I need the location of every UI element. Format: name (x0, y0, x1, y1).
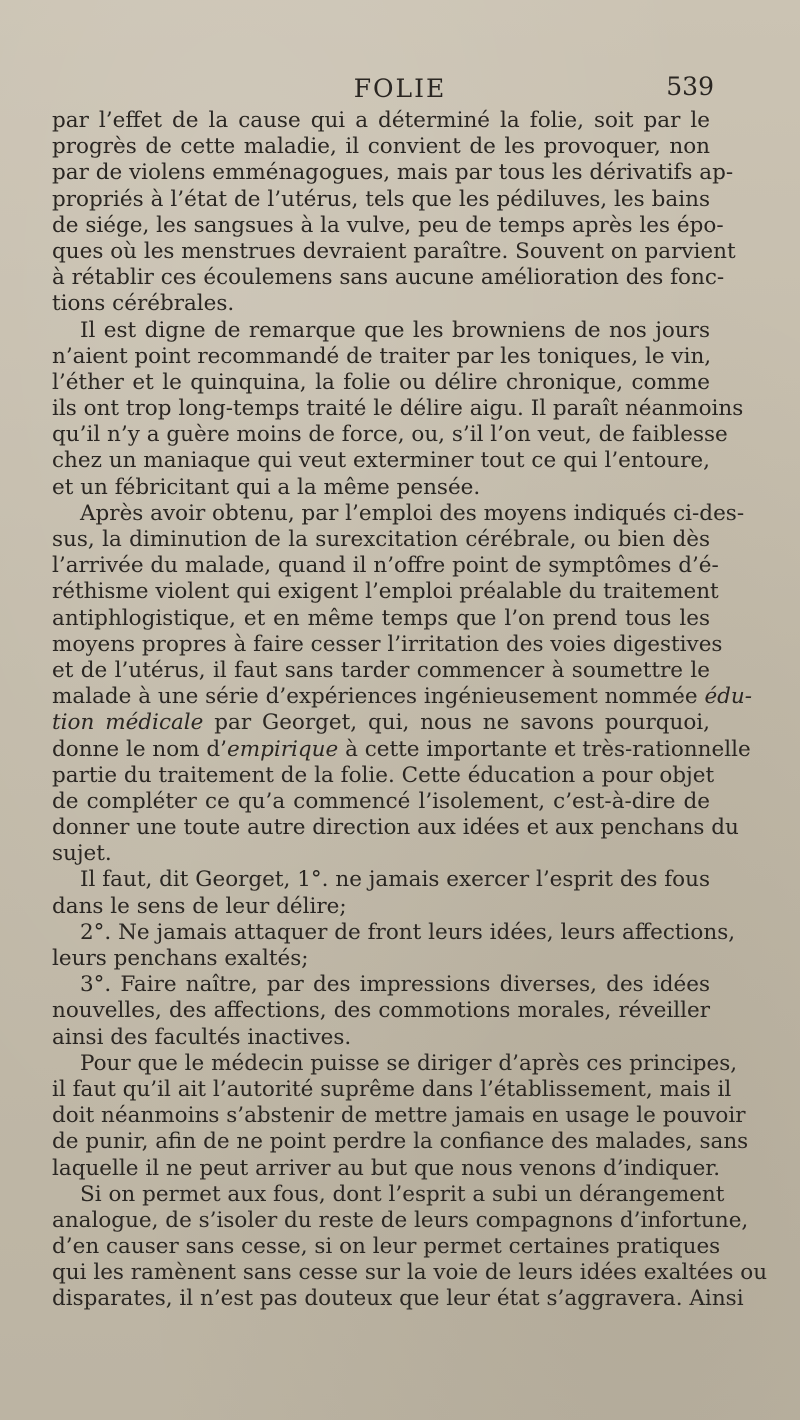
text-line: d’en causer sans cesse, si on leur permet certaines pratiques (52, 1234, 721, 1260)
page-number: 539 (666, 72, 714, 101)
text-line: n’aient point recommandé de traiter par les toniques, le vin, (52, 343, 712, 369)
text-line: 2°. Ne jamais attaquer de front leurs idées, leurs affections, (80, 919, 736, 945)
text-line: de compléter ce qu’a commencé l’isolement, c’est-à-dire de (52, 788, 710, 814)
text-line: leurs penchans exaltés; (52, 946, 309, 971)
text-line: analogue, de s’isoler du reste de leurs compagnons d’infortune, (52, 1207, 749, 1233)
text-line: chez un maniaque qui veut exterminer tout ce qui l’entoure, (52, 448, 710, 474)
text-line: et un fébricitant qui a la même pensée. (52, 474, 481, 500)
text-line: Pour que le médecin puisse se diriger d’après ces principes, (80, 1050, 738, 1076)
text-line: sus, la diminution de la surexcitation cérébrale, ou bien dès (52, 527, 710, 552)
page-header (0, 68, 800, 108)
text-line: propriés à l’état de l’utérus, tels que les pédiluves, les bains (52, 186, 710, 212)
text-line: Il faut, dit Georget, 1°. ne jamais exercer l’esprit des fous (80, 867, 710, 893)
text-line: progrès de cette maladie, il convient de les provoquer, non (52, 134, 710, 160)
text-line: et de l’utérus, il faut sans tarder commencer à soumettre le (52, 657, 710, 683)
italic-text: tion médicale (52, 710, 204, 736)
text-line: ils ont trop long-temps traité le délire aigu. Il paraît néanmoins (52, 396, 744, 422)
text-line: réthisme violent qui exigent l’emploi préalable du traitement (52, 579, 719, 605)
text-line: dans le sens de leur délire; (52, 893, 347, 919)
text-line: laquelle il ne peut arriver au but que nous venons d’indiquer. (52, 1155, 721, 1181)
text-line: qu’il n’y a guère moins de force, ou, s’il l’on veut, de faiblesse (52, 422, 728, 448)
text-line: de siége, les sangsues à la vulve, peu de temps après les épo- (52, 212, 724, 238)
text-line: tions cérébrales. (52, 291, 235, 317)
running-title: FOLIE (353, 74, 447, 103)
text-line: tion médicale par Georget, qui, nous ne savons pourquoi, (52, 710, 710, 736)
text-line: à rétablir ces écoulemens sans aucune amélioration des fonc- (52, 265, 725, 291)
text-line: partie du traitement de la folie. Cette éducation a pour objet (52, 762, 715, 788)
body-text (52, 108, 768, 1313)
text-line: de punir, afin de ne point perdre la confiance des malades, sans (52, 1129, 749, 1155)
text-line: ques où les menstrues devraient paraître. Souvent on parvient (52, 238, 736, 264)
text-line: nouvelles, des affections, des commotions morales, réveiller (52, 998, 710, 1024)
text-line: l’arrivée du malade, quand il n’offre point de symptômes d’é- (52, 553, 719, 579)
text-line: il faut qu’il ait l’autorité suprême dans l’établissement, mais il (52, 1076, 732, 1102)
text-line: l’éther et le quinquina, la folie ou délire chronique, comme (52, 369, 710, 395)
text-line: 3°. Faire naître, par des impressions diverses, des idées (80, 972, 710, 998)
text-line: qui les ramènent sans cesse sur la voie de leurs idées exaltées ou (52, 1260, 768, 1286)
text-line: Si on permet aux fous, dont l’esprit a subi un dérangement (80, 1181, 725, 1207)
text-line: doit néanmoins s’abstenir de mettre jamais en usage le pouvoir (52, 1103, 746, 1129)
text-line: par l’effet de la cause qui a déterminé la folie, soit par le (52, 108, 710, 133)
italic-text: empirique (227, 736, 339, 762)
text-line: donner une toute autre direction aux idées et aux penchans du (52, 815, 739, 841)
text-line: sujet. (52, 841, 112, 867)
text-line: ainsi des facultés inactives. (52, 1024, 352, 1050)
text-line: antiphlogistique, et en même temps que l’on prend tous les (52, 605, 710, 631)
text-line: malade à une série d’expériences ingénieusement nommée édu- (52, 684, 753, 710)
text-line: par de violens emménagogues, mais par tous les dérivatifs ap- (52, 160, 734, 186)
text-line: donne le nom d’empirique à cette importante et très-rationnelle (52, 736, 751, 762)
text-line: moyens propres à faire cesser l’irritation des voies digestives (52, 631, 723, 657)
text-line: Il est digne de remarque que les browniens de nos jours (80, 317, 710, 343)
italic-text: édu- (704, 684, 753, 710)
text-line: disparates, il n’est pas douteux que leur état s’aggravera. Ainsi (52, 1286, 744, 1312)
text-line: Après avoir obtenu, par l’emploi des moyens indiqués ci-des- (80, 500, 745, 526)
